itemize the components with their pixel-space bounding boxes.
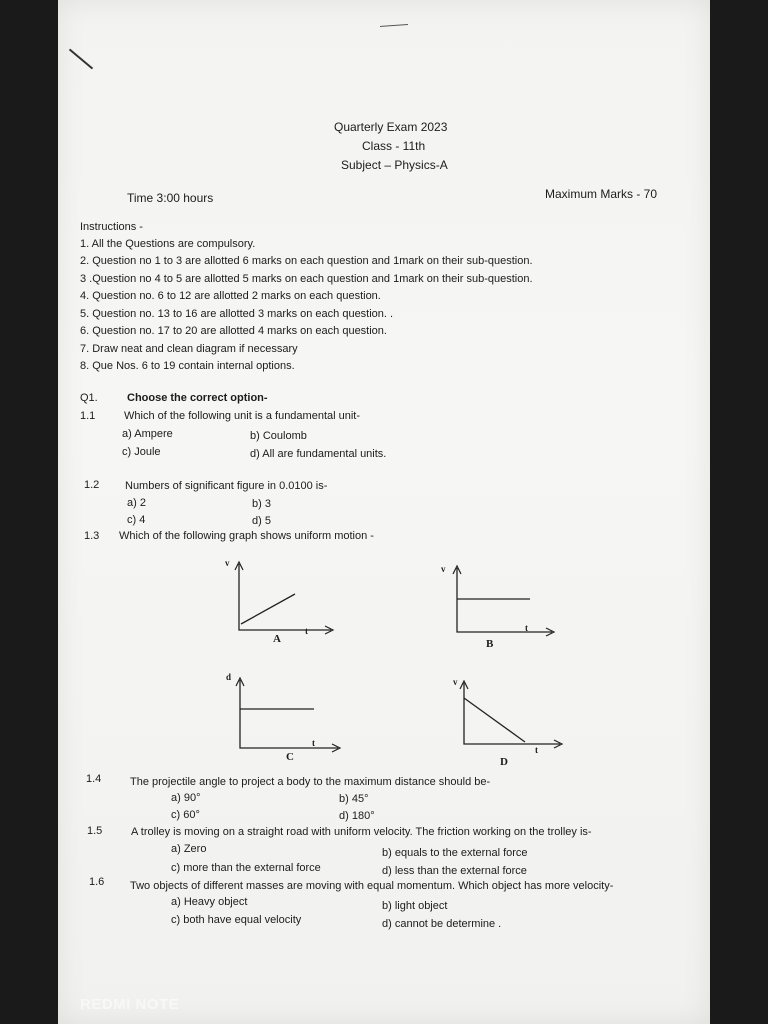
option-a: a) Ampere bbox=[122, 428, 173, 440]
option-c: c) both have equal velocity bbox=[171, 914, 302, 926]
option-a: a) Heavy object bbox=[171, 896, 248, 908]
graph-d-line bbox=[464, 698, 525, 742]
graph-y-axis-label: d bbox=[226, 672, 232, 682]
subquestion-number: 1.2 bbox=[84, 479, 100, 491]
subquestion-text: Numbers of significant figure in 0.0100 is- bbox=[125, 480, 328, 492]
option-d: d) 180° bbox=[339, 810, 375, 822]
instruction-item: 4. Question no. 6 to 12 are allotted 2 marks on each question. bbox=[80, 290, 381, 302]
subject-label: Subject – Physics-A bbox=[341, 158, 448, 172]
subquestion-text: The projectile angle to project a body to the maximum distance should be- bbox=[130, 776, 491, 788]
option-c: c) 60° bbox=[171, 809, 200, 821]
time-label: Time 3:00 hours bbox=[127, 191, 214, 205]
subquestion-number: 1.5 bbox=[87, 825, 103, 837]
camera-watermark: REDMI NOTE bbox=[80, 996, 180, 1013]
instruction-item: 5. Question no. 13 to 16 are allotted 3 marks on each question. . bbox=[80, 308, 394, 320]
subquestion-text: Which of the following graph shows uniform motion - bbox=[119, 530, 374, 542]
graph-y-axis-label: v bbox=[453, 677, 458, 687]
graph-c bbox=[226, 672, 341, 767]
graph-d bbox=[448, 675, 563, 770]
instruction-item: 7. Draw neat and clean diagram if necessary bbox=[80, 343, 298, 355]
max-marks-label: Maximum Marks - 70 bbox=[545, 187, 658, 201]
graph-y-axis-label: v bbox=[441, 564, 446, 574]
instruction-item: 8. Que Nos. 6 to 19 contain internal options. bbox=[80, 360, 295, 372]
subquestion-text: Which of the following unit is a fundamental unit- bbox=[124, 410, 361, 422]
graph-label: A bbox=[273, 633, 281, 645]
graph-b bbox=[440, 562, 555, 657]
instruction-item: 1. All the Questions are compulsory. bbox=[80, 238, 256, 250]
graph-label: C bbox=[286, 751, 294, 763]
option-b: b) Coulomb bbox=[250, 430, 307, 442]
graph-x-axis-label: t bbox=[312, 738, 315, 748]
subquestion-text: A trolley is moving on a straight road with uniform velocity. The friction working on the trolley is- bbox=[131, 826, 592, 838]
option-b: b) light object bbox=[382, 900, 448, 912]
option-c: c) more than the external force bbox=[171, 862, 321, 874]
exam-title: Quarterly Exam 2023 bbox=[334, 120, 448, 134]
option-b: b) 3 bbox=[252, 498, 271, 510]
graph-x-axis-label: t bbox=[525, 623, 528, 633]
graph-y-axis-label: v bbox=[225, 558, 230, 568]
option-a: a) 2 bbox=[127, 497, 146, 509]
subquestion-number: 1.6 bbox=[89, 876, 105, 888]
graph-label: B bbox=[486, 638, 494, 650]
class-label: Class - 11th bbox=[362, 139, 426, 153]
question-title: Choose the correct option- bbox=[127, 392, 268, 404]
instructions-title: Instructions - bbox=[80, 221, 143, 233]
option-c: c) Joule bbox=[122, 446, 161, 458]
graph-a-line bbox=[241, 594, 295, 624]
option-d: d) 5 bbox=[252, 515, 271, 527]
graph-a bbox=[225, 558, 335, 653]
subquestion-number: 1.3 bbox=[84, 530, 100, 542]
option-d: d) cannot be determine . bbox=[382, 918, 502, 930]
graph-b-plot bbox=[440, 562, 555, 657]
option-c: c) 4 bbox=[127, 514, 146, 526]
option-b: b) equals to the external force bbox=[382, 847, 528, 859]
instruction-item: 3 .Question no 4 to 5 are allotted 5 marks on each question and 1mark on their sub-question. bbox=[80, 273, 533, 285]
subquestion-text: Two objects of different masses are moving with equal momentum. Which object has more velocity- bbox=[130, 880, 614, 892]
instruction-item: 2. Question no 1 to 3 are allotted 6 marks on each question and 1mark on their sub-question. bbox=[80, 255, 533, 267]
question-number: Q1. bbox=[80, 392, 98, 404]
option-b: b) 45° bbox=[339, 793, 369, 805]
subquestion-number: 1.4 bbox=[86, 773, 102, 785]
instruction-item: 6. Question no. 17 to 20 are allotted 4 marks on each question. bbox=[80, 325, 387, 337]
subquestion-number: 1.1 bbox=[80, 410, 96, 422]
option-d: d) less than the external force bbox=[382, 865, 527, 877]
graph-x-axis-label: t bbox=[535, 745, 538, 755]
option-a: a) 90° bbox=[171, 792, 201, 804]
graph-c-plot bbox=[226, 672, 341, 767]
option-d: d) All are fundamental units. bbox=[250, 448, 387, 460]
graph-x-axis-label: t bbox=[305, 626, 308, 636]
graph-label: D bbox=[500, 756, 508, 768]
option-a: a) Zero bbox=[171, 843, 207, 855]
